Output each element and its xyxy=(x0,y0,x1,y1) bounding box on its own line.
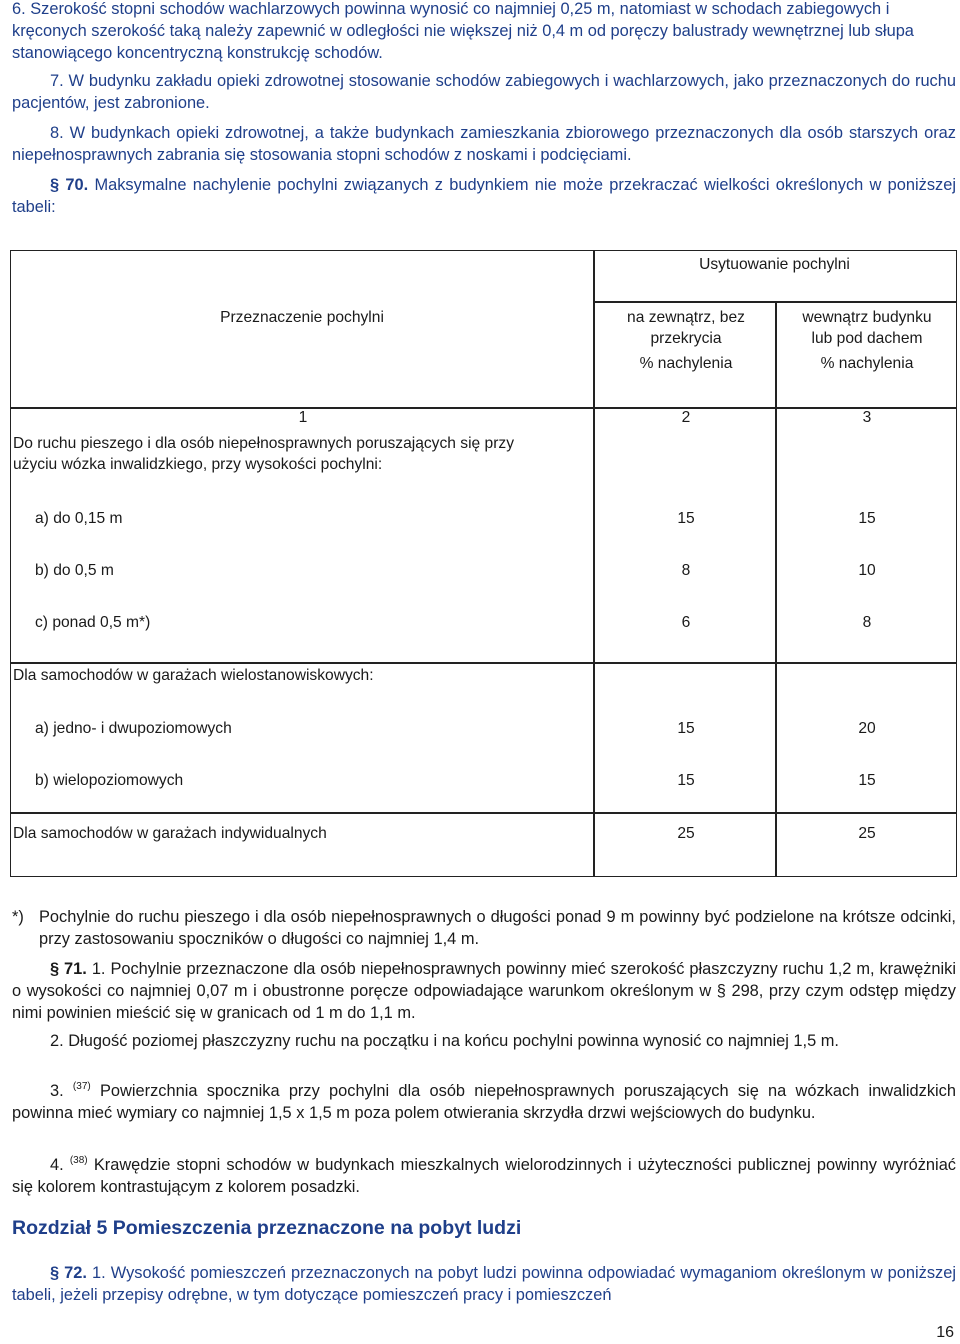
table-vline-body-col3 xyxy=(775,407,777,876)
chapter-heading: Rozdział 5 Pomieszczenia przeznaczone na pobyt ludzi xyxy=(12,1217,522,1239)
table-hline-section2 xyxy=(11,662,956,664)
table-hline-group xyxy=(593,301,956,303)
table-col1-header: Przeznaczenie pochylni xyxy=(220,309,384,326)
page-number: 16 xyxy=(936,1324,954,1341)
table-row-label: b) do 0,5 m xyxy=(35,562,114,579)
table-cell-inside: 25 xyxy=(858,825,876,842)
table-cell-outside: 6 xyxy=(681,614,691,631)
section-71-paragraph-3 xyxy=(12,1080,956,1124)
col-number-2: 2 xyxy=(681,409,691,426)
table-row-label: a) do 0,15 m xyxy=(35,510,123,527)
col2-header-line1: na zewnątrz, bez xyxy=(627,309,745,326)
paragraph-7-number: 7. xyxy=(50,72,64,90)
section-71-p1-text: Pochylnie przeznaczone dla osób niepełnosprawnych powinny mieć szerokość płaszczyzny ruchu 1,2 m, krawężniki o wysokości co najmniej 0,07 m i obustronne poręcze odpowiadające warunkom określonym w § 298, przy czym odstęp między nimi powinien mieścić się w granicach od 1 m do 1,1 m. xyxy=(12,960,956,1022)
section-72-p1-number: 1. xyxy=(92,1264,106,1282)
table-cell-inside: 15 xyxy=(858,772,876,789)
section1-label-line2: użyciu wózka inwalidzkiego, przy wysokości pochylni: xyxy=(13,456,383,473)
table-cell-inside: 20 xyxy=(858,720,876,737)
table-row-label: b) wielopoziomowych xyxy=(35,772,184,789)
section-72-p1-text: Wysokość pomieszczeń przeznaczonych na pobyt ludzi powinna odpowiadać wymaganiom określonym w poniższej tabeli, jeżeli przepisy odrębne, w tym dotyczące pomieszczeń pracy i pomieszczeń xyxy=(12,1264,957,1304)
table-cell-inside: 10 xyxy=(858,562,876,579)
section2-label: Dla samochodów w garażach wielostanowiskowych: xyxy=(13,667,374,684)
table-row-label: a) jedno- i dwupoziomowych xyxy=(35,720,232,737)
footnote-text: Pochylnie do ruchu pieszego i dla osób niepełnosprawnych o długości ponad 9 m powinny być podzielone na krótsze odcinki, przy zastosowaniu spoczników o długości co najmniej 1,4 m. xyxy=(39,908,956,948)
ramp-slope-table xyxy=(10,250,957,877)
paragraph-6-text: 6. Szerokość stopni schodów wachlarzowych powinna wynosić co najmniej 0,25 m, natomiast w schodach zabiegowych i kręconych szerokość taką należy zapewnić w odległości nie większej niż 0,4 m od poręczy balustrady wewnętrznej lub słupa stanowiącego koncentryczną konstrukcję schodów. xyxy=(12,0,914,62)
section-71-p4-number: 4. xyxy=(50,1156,64,1174)
table-row-label: c) ponad 0,5 m*) xyxy=(35,614,151,631)
table-hline-section3 xyxy=(11,812,956,814)
table-cell-outside: 15 xyxy=(677,720,695,737)
col3-header-line1: wewnątrz budynku xyxy=(802,309,932,326)
section-71-paragraph-4 xyxy=(12,1154,956,1198)
section-70-text: Maksymalne nachylenie pochylni związanych z budynkiem nie może przekraczać wielkości określonych w poniższej tabeli: xyxy=(12,176,956,216)
col3-unit: % nachylenia xyxy=(820,355,914,372)
section-71-p1-number: 1. xyxy=(91,960,106,978)
section-72-number: § 72. xyxy=(50,1264,87,1282)
table-cell-inside: 8 xyxy=(862,614,872,631)
col-number-1: 1 xyxy=(298,409,308,426)
section-71-p4-text: Krawędzie stopni schodów w budynkach mieszkalnych wielorodzinnych i użyteczności publicznej powinny wyróżniać się kolorem kontrastującym z kolorem posadzki. xyxy=(12,1156,957,1196)
col2-unit: % nachylenia xyxy=(639,355,733,372)
section-71-p2-text: 2. Długość poziomej płaszczyzny ruchu na początku i na końcu pochylni powinna wynosić co najmniej 1,5 m. xyxy=(50,1032,839,1050)
paragraph-6 xyxy=(12,0,956,64)
section1-label-line1: Do ruchu pieszego i dla osób niepełnosprawnych poruszających się przy xyxy=(13,435,515,452)
table-cell-outside: 15 xyxy=(677,510,695,527)
section3-label: Dla samochodów w garażach indywidualnych xyxy=(13,825,327,842)
paragraph-8 xyxy=(12,122,956,166)
table-footnote xyxy=(12,906,956,950)
paragraph-7 xyxy=(12,70,956,114)
section-71-paragraph-2 xyxy=(12,1030,956,1052)
section-70-number: § 70. xyxy=(50,176,89,194)
table-col2-header xyxy=(595,307,777,374)
section1-label xyxy=(13,433,588,475)
section-72-paragraph-1 xyxy=(12,1262,956,1306)
table-cell-outside: 15 xyxy=(677,772,695,789)
section-71-number: § 71. xyxy=(50,960,87,978)
table-cell-inside: 15 xyxy=(858,510,876,527)
section-71-p4-ref: (38) xyxy=(69,1155,88,1166)
section-70 xyxy=(12,174,956,218)
table-cell-outside: 8 xyxy=(681,562,691,579)
col2-header-line2: przekrycia xyxy=(650,330,722,347)
paragraph-8-number: 8. xyxy=(50,124,64,142)
col-number-3: 3 xyxy=(862,409,872,426)
section-71-p3-number: 3. xyxy=(50,1082,64,1100)
paragraph-8-text: W budynkach opieki zdrowotnej, a także budynkach zamieszkania zbiorowego przeznaczonych dla osób starszych oraz niepełnosprawnych zabrania się stosowania stopni schodów z noskami i podcięciami. xyxy=(12,124,956,164)
table-col3-header xyxy=(777,307,957,374)
col3-header-line2: lub pod dachem xyxy=(811,330,923,347)
footnote-mark: *) xyxy=(12,908,24,926)
table-group-header: Usytuowanie pochylni xyxy=(699,256,850,273)
section-71-p3-text: Powierzchnia spocznika przy pochylni dla osób niepełnosprawnych poruszających się na wózkach inwalidzkich powinna mieć wymiary co najmniej 1,5 x 1,5 m poza polem otwierania skrzydła drzwi wejściowych do budynku. xyxy=(12,1082,956,1122)
section-71-p3-ref: (37) xyxy=(72,1081,91,1092)
table-cell-outside: 25 xyxy=(677,825,695,842)
paragraph-7-text: W budynku zakładu opieki zdrowotnej stosowanie schodów zabiegowych i wachlarzowych, jako przeznaczonych do ruchu pacjentów, jest zabronione. xyxy=(12,72,956,112)
table-vline-body-col2 xyxy=(593,407,595,876)
section-71-paragraph-1 xyxy=(12,958,956,1024)
